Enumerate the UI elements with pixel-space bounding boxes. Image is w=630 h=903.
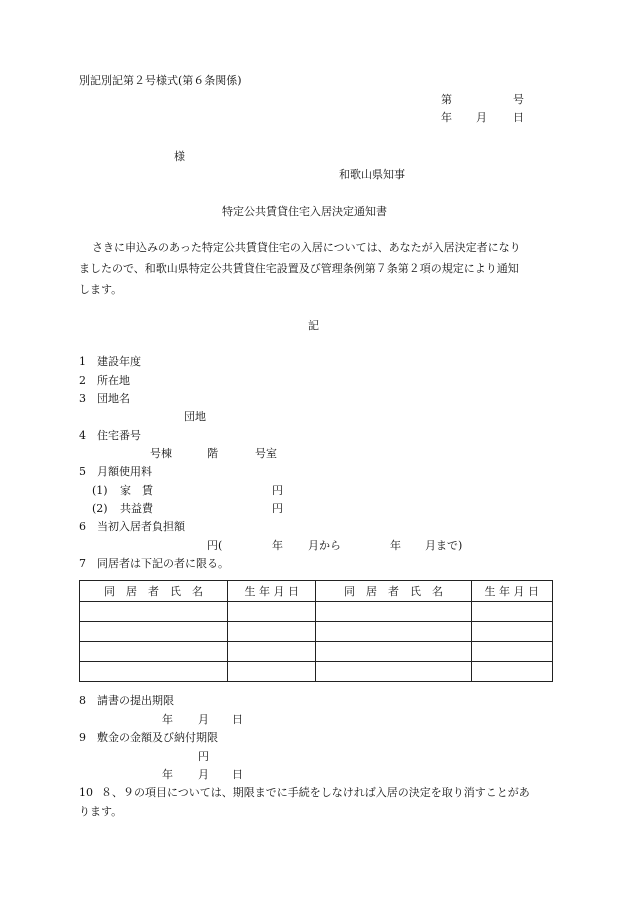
table-row	[80, 602, 553, 622]
item-3-label: 団地名	[97, 392, 130, 405]
item-1-num: 1	[79, 355, 86, 368]
item-8-month: 月	[198, 713, 209, 726]
cell-name[interactable]	[316, 622, 471, 642]
item-6-year1: 年	[272, 539, 283, 552]
form-label: 別記別記第２号様式(第６条関係)	[79, 74, 242, 87]
item-5-sub2-unit: 円	[272, 502, 283, 515]
item-9-month: 月	[198, 768, 209, 781]
cell-birthdate[interactable]	[471, 622, 553, 642]
table-row	[80, 642, 553, 662]
item-10-line-2: ります。	[79, 805, 123, 818]
item-8-day: 日	[232, 713, 243, 726]
item-9-year: 年	[162, 768, 173, 781]
cell-birthdate[interactable]	[228, 662, 316, 682]
item-5-sub1-label: 家 賃	[120, 484, 153, 497]
item-5-sub1-unit: 円	[272, 484, 283, 497]
item-9-label: 敷金の金額及び納付期限	[97, 731, 218, 744]
doc-no-suffix: 号	[513, 93, 524, 106]
header-cohabitant-name-2: 同 居 者 氏 名	[316, 581, 471, 602]
item-2-label: 所在地	[97, 374, 130, 387]
date-year: 年	[441, 111, 452, 124]
item-5-sub2-num: (2)	[92, 502, 108, 515]
cell-birthdate[interactable]	[471, 642, 553, 662]
item-7-label: 同居者は下記の者に限る。	[97, 557, 229, 570]
header-birthdate-1: 生 年 月 日	[228, 581, 316, 602]
item-8-label: 請書の提出期限	[97, 694, 174, 707]
item-5-sub2-label: 共益費	[120, 502, 153, 515]
cell-name[interactable]	[316, 662, 471, 682]
item-6-month-until: 月まで)	[425, 539, 463, 552]
cell-name[interactable]	[316, 642, 471, 662]
item-4-num: 4	[79, 429, 86, 442]
date-month: 月	[476, 111, 487, 124]
item-5-num: 5	[79, 465, 86, 478]
item-4-building-unit: 号棟	[150, 447, 172, 460]
cell-name[interactable]	[80, 602, 228, 622]
item-4-floor-unit: 階	[207, 447, 218, 460]
table-row	[80, 622, 553, 642]
cell-birthdate[interactable]	[228, 622, 316, 642]
item-1-label: 建設年度	[97, 355, 141, 368]
item-8-num: 8	[79, 694, 86, 707]
item-4-label: 住宅番号	[97, 429, 141, 442]
item-6-month-from: 月から	[308, 539, 341, 552]
issuer: 和歌山県知事	[339, 168, 405, 181]
item-9-num: 9	[79, 731, 86, 744]
item-9-day: 日	[232, 768, 243, 781]
cell-name[interactable]	[316, 602, 471, 622]
item-5-label: 月額使用料	[97, 465, 152, 478]
table-row	[80, 662, 553, 682]
body-line-2: ましたので、和歌山県特定公共賃貸住宅設置及び管理条例第７条第２項の規定により通知	[79, 262, 519, 275]
item-10-line-1: ８、９の項目については、期限までに手続をしなければ入居の決定を取り消すことがあ	[101, 786, 530, 799]
date-day: 日	[513, 111, 524, 124]
header-cohabitant-name-1: 同 居 者 氏 名	[80, 581, 228, 602]
item-4-room-unit: 号室	[255, 447, 277, 460]
cell-birthdate[interactable]	[228, 602, 316, 622]
body-line-3: します。	[79, 283, 123, 296]
cohabitant-table	[79, 580, 553, 682]
item-6-yen-open: 円(	[207, 539, 223, 552]
cell-birthdate[interactable]	[471, 602, 553, 622]
item-3-num: 3	[79, 392, 86, 405]
item-5-sub1-num: (1)	[92, 484, 108, 497]
item-10-num: 10	[79, 786, 93, 799]
item-6-label: 当初入居者負担額	[97, 520, 185, 533]
cell-name[interactable]	[80, 642, 228, 662]
cell-birthdate[interactable]	[471, 662, 553, 682]
item-6-year2: 年	[390, 539, 401, 552]
header-birthdate-2: 生 年 月 日	[471, 581, 553, 602]
item-2-num: 2	[79, 374, 86, 387]
doc-no-prefix: 第	[441, 93, 452, 106]
cell-name[interactable]	[80, 662, 228, 682]
addressee-suffix: 様	[174, 150, 185, 163]
doc-title: 特定公共賃貸住宅入居決定通知書	[222, 205, 387, 218]
cell-name[interactable]	[80, 622, 228, 642]
item-3-unit: 団地	[184, 410, 206, 423]
body-line-1: さきに申込みのあった特定公共賃貸住宅の入居については、あなたが入居決定者になり	[92, 241, 521, 254]
item-9-yen: 円	[198, 750, 209, 763]
item-8-year: 年	[162, 713, 173, 726]
ki-heading: 記	[308, 319, 319, 332]
item-6-num: 6	[79, 520, 86, 533]
item-7-num: 7	[79, 557, 86, 570]
cell-birthdate[interactable]	[228, 642, 316, 662]
